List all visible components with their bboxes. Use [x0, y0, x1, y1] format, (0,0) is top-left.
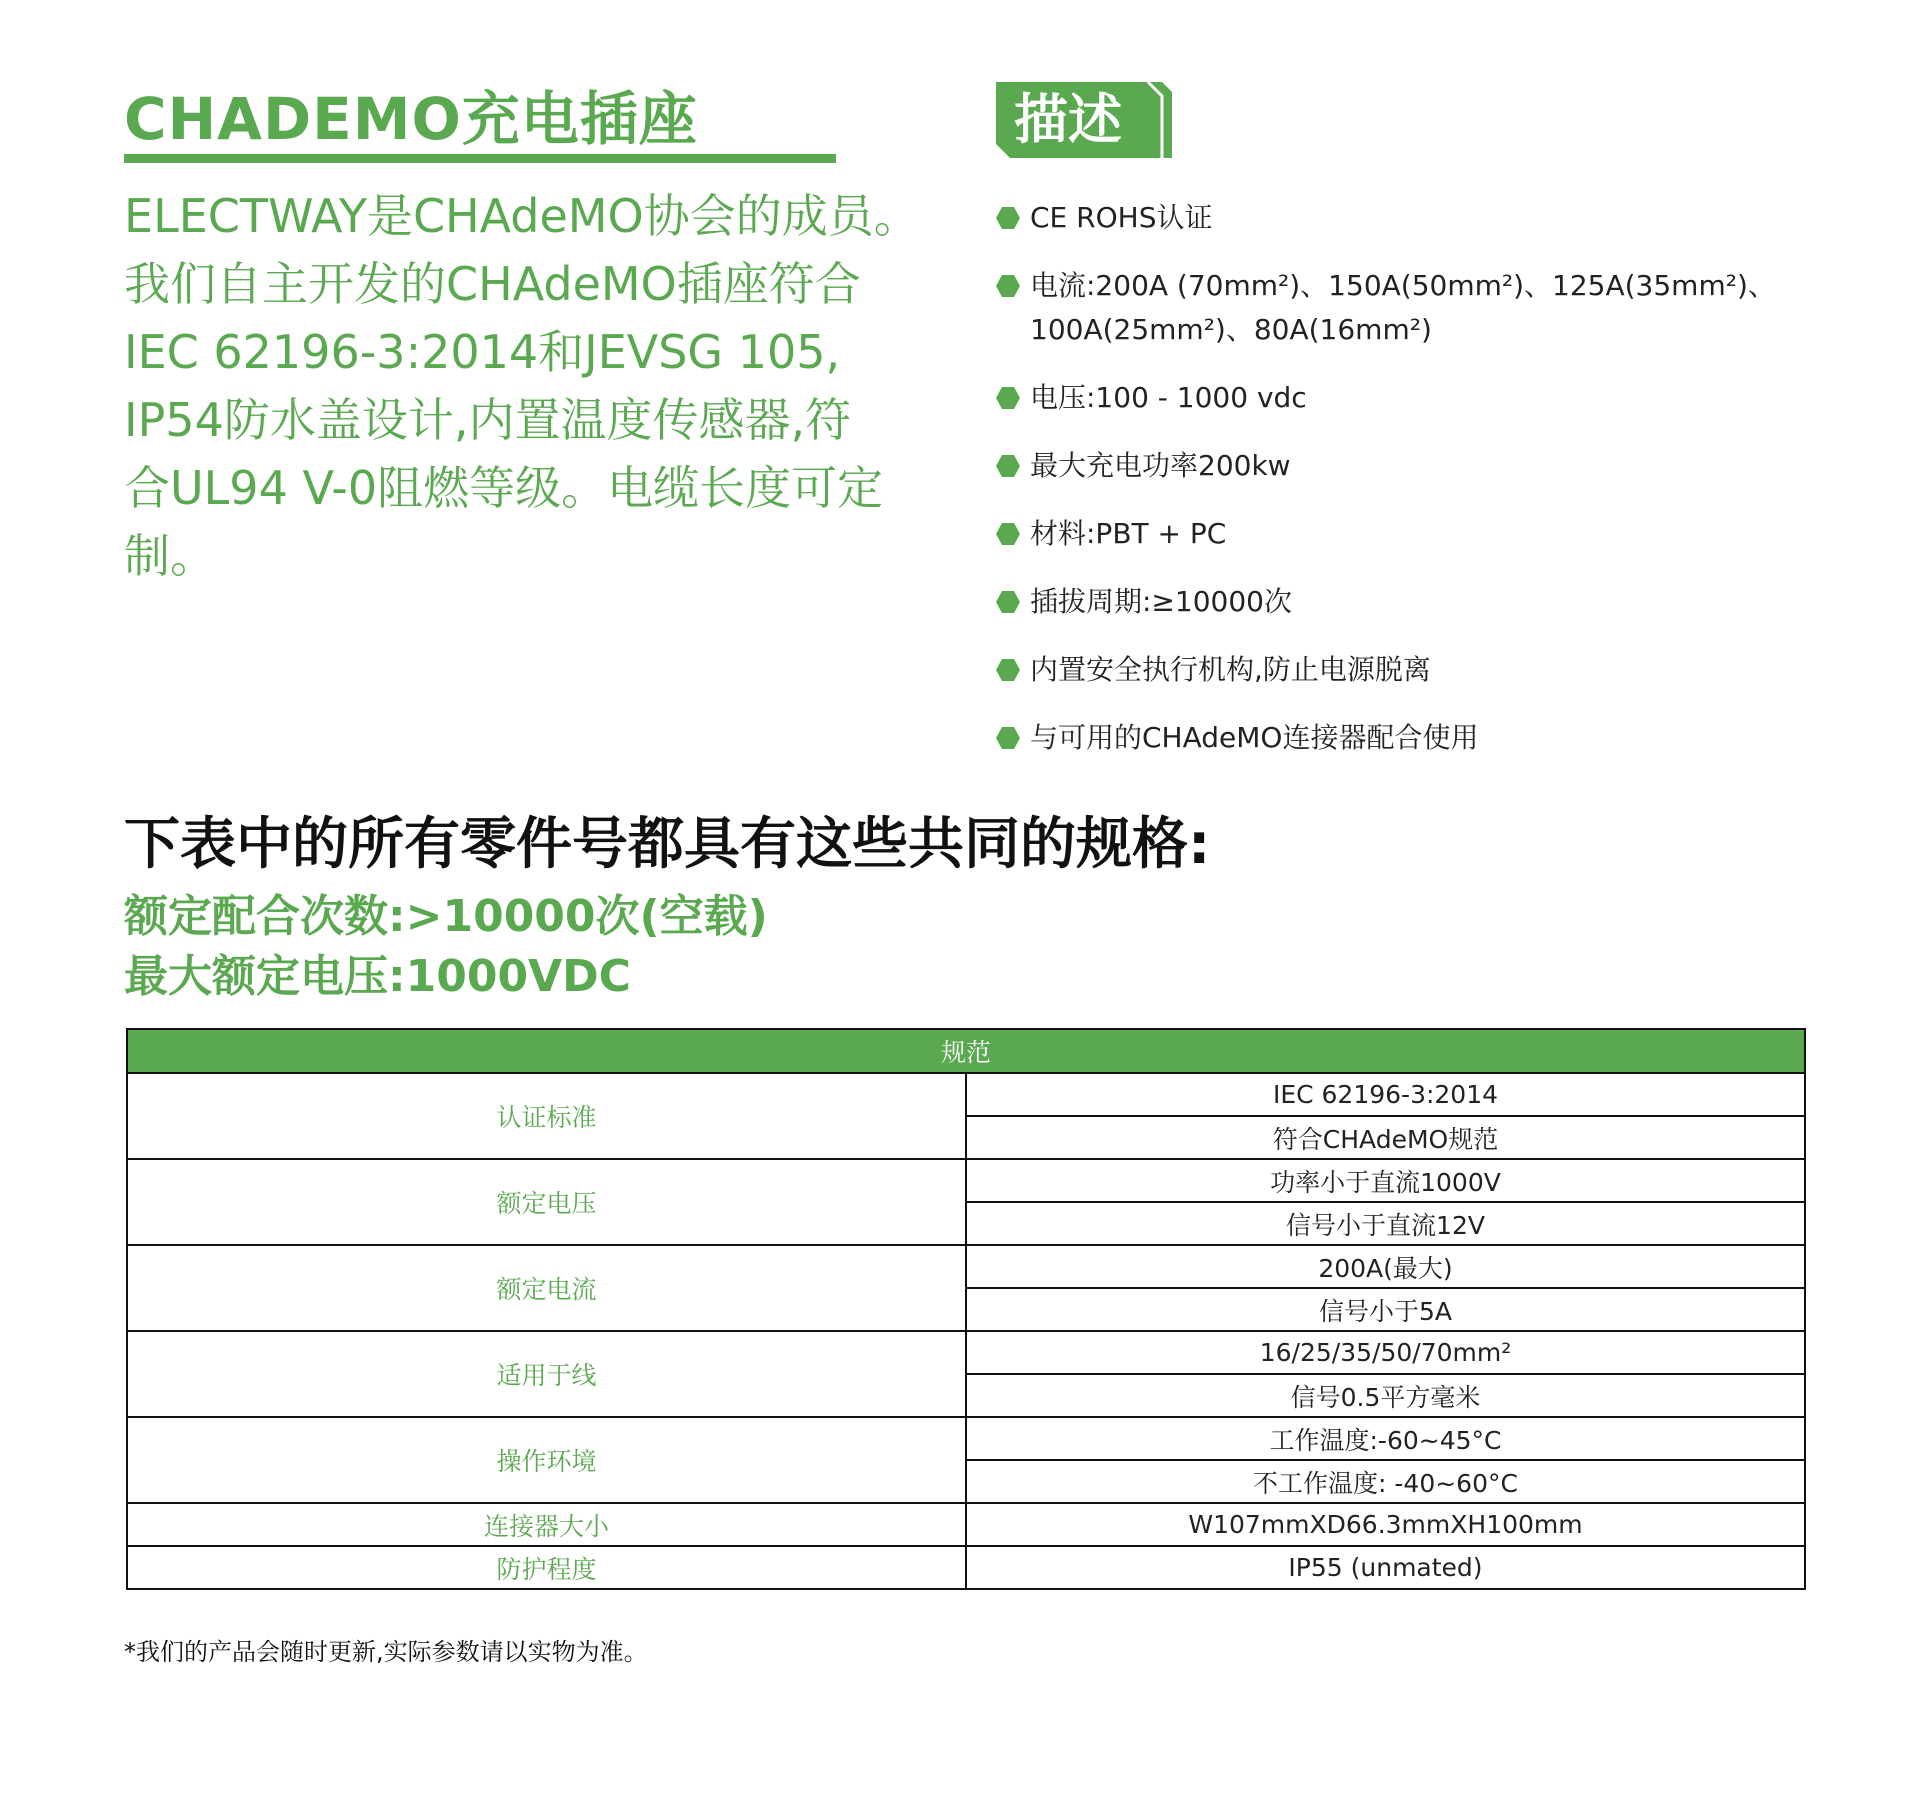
row-label: 适用于线	[127, 1331, 966, 1417]
row-value: W107mmXD66.3mmXH100mm	[966, 1503, 1805, 1546]
feature-item	[996, 512, 1876, 556]
hexagon-bullet-icon	[996, 207, 1020, 229]
row-value: IEC 62196-3:2014	[966, 1073, 1805, 1116]
row-value: 不工作温度: -40~60°C	[966, 1460, 1805, 1503]
hexagon-bullet-icon	[996, 591, 1020, 613]
feature-item	[996, 196, 1876, 240]
row-label: 防护程度	[127, 1546, 966, 1589]
table-row	[127, 1331, 1805, 1374]
table-row	[127, 1073, 1805, 1116]
intro-line: ELECTWAY是CHAdeMO协会的成员。	[124, 189, 920, 243]
product-title: CHADEMO充电插座	[124, 85, 698, 153]
table-row	[127, 1245, 1805, 1288]
feature-text: 最大充电功率200kw	[1030, 449, 1291, 482]
intro-line: IP54防水盖设计,内置温度传感器,符	[124, 393, 852, 447]
feature-text: CE ROHS认证	[1030, 201, 1213, 234]
feature-text: 材料:PBT + PC	[1030, 517, 1227, 550]
intro-line: IEC 62196-3:2014和JEVSG 105,	[124, 325, 841, 379]
mating-cycles-spec: 额定配合次数:>10000次(空载)	[124, 891, 768, 942]
row-label: 额定电压	[127, 1159, 966, 1245]
max-voltage-spec: 最大额定电压:1000VDC	[124, 951, 631, 1002]
feature-item	[996, 376, 1876, 420]
row-value: 工作温度:-60~45°C	[966, 1417, 1805, 1460]
spec-table-header-row	[127, 1029, 1805, 1073]
feature-item	[996, 444, 1876, 488]
table-row	[127, 1159, 1805, 1202]
row-value: IP55 (unmated)	[966, 1546, 1805, 1589]
intro-line: 我们自主开发的CHAdeMO插座符合	[124, 257, 861, 311]
row-label: 连接器大小	[127, 1503, 966, 1546]
table-row	[127, 1417, 1805, 1460]
spec-table	[126, 1028, 1806, 1590]
hexagon-bullet-icon	[996, 275, 1020, 297]
feature-text: 内置安全执行机构,防止电源脱离	[1030, 653, 1431, 686]
hexagon-bullet-icon	[996, 523, 1020, 545]
hexagon-bullet-icon	[996, 387, 1020, 409]
feature-item	[996, 264, 1876, 352]
feature-text: 电压:100 - 1000 vdc	[1030, 381, 1307, 414]
table-row	[127, 1546, 1805, 1589]
feature-text: 与可用的CHAdeMO连接器配合使用	[1030, 721, 1479, 754]
feature-text: 电流:200A (70mm²)、150A(50mm²)、125A(35mm²)、100A(25mm²)、80A(16mm²)	[1030, 269, 1776, 346]
table-row	[127, 1503, 1805, 1546]
intro-line: 制。	[124, 529, 216, 583]
feature-item	[996, 716, 1876, 760]
row-label: 操作环境	[127, 1417, 966, 1503]
intro-line: 合UL94 V-0阻燃等级。电缆长度可定	[124, 461, 884, 515]
feature-text: 插拔周期:≥10000次	[1030, 585, 1292, 618]
feature-item	[996, 580, 1876, 624]
hexagon-bullet-icon	[996, 659, 1020, 681]
row-label: 额定电流	[127, 1245, 966, 1331]
row-value: 信号小于直流12V	[966, 1202, 1805, 1245]
title-underline	[124, 154, 836, 163]
row-value: 200A(最大)	[966, 1245, 1805, 1288]
common-specs-title: 下表中的所有零件号都具有这些共同的规格:	[124, 812, 1211, 877]
description-badge-label: 描述	[1014, 88, 1122, 151]
row-value: 信号0.5平方毫米	[966, 1374, 1805, 1417]
row-value: 信号小于5A	[966, 1288, 1805, 1331]
intro-paragraph	[124, 182, 924, 590]
hexagon-bullet-icon	[996, 727, 1020, 749]
row-value: 16/25/35/50/70mm²	[966, 1331, 1805, 1374]
hexagon-bullet-icon	[996, 455, 1020, 477]
feature-item	[996, 648, 1876, 692]
row-value: 符合CHAdeMO规范	[966, 1116, 1805, 1159]
description-badge	[996, 82, 1172, 158]
row-value: 功率小于直流1000V	[966, 1159, 1805, 1202]
footnote: *我们的产品会随时更新,实际参数请以实物为准。	[124, 1638, 648, 1666]
spec-table-header: 规范	[127, 1029, 1805, 1073]
row-label: 认证标准	[127, 1073, 966, 1159]
feature-list	[996, 196, 1876, 784]
